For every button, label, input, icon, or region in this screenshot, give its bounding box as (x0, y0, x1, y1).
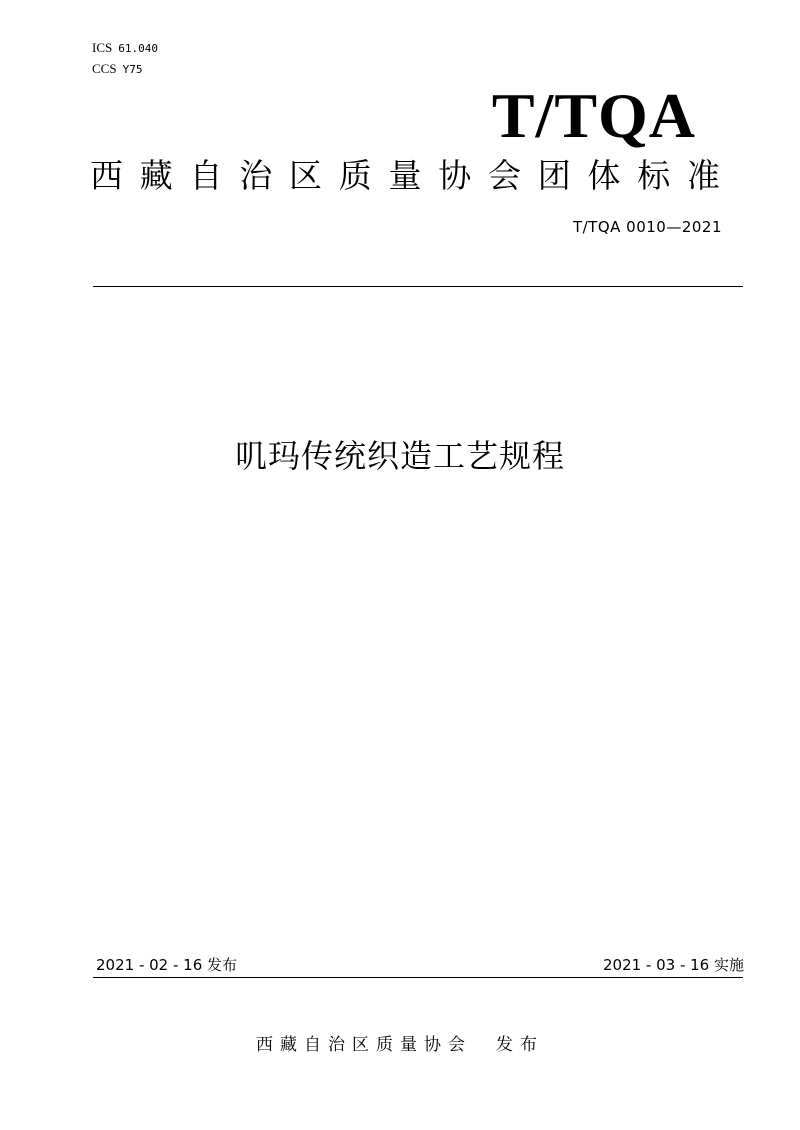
org-name-char: 标 (637, 156, 671, 195)
top-divider (93, 286, 743, 287)
publisher-name: 西藏自治区质量协会 (256, 1035, 472, 1055)
org-standard-name (90, 154, 720, 198)
classification-codes (92, 38, 158, 80)
org-name-char: 自 (189, 156, 223, 195)
org-name-char: 准 (687, 156, 720, 195)
bottom-divider (93, 977, 743, 978)
document-number: T/TQA 0010—2021 (572, 218, 722, 236)
standard-logo: T/TQA (491, 80, 696, 151)
ics-line (92, 38, 158, 59)
implement-date: 2021 - 03 - 16 实施 (602, 956, 744, 974)
publish-date: 2021 - 02 - 16 发布 (96, 956, 238, 974)
org-name-char: 会 (488, 156, 521, 195)
ccs-label: CCS (92, 61, 117, 76)
ics-label: ICS (92, 40, 113, 55)
publisher-line (0, 1030, 800, 1055)
org-name-char: 西 (90, 156, 123, 195)
document-title: 叽玛传统织造工艺规程 (234, 437, 565, 475)
org-name-char: 治 (239, 156, 273, 195)
ccs-value: Y75 (122, 63, 143, 76)
org-name-char: 团 (537, 156, 571, 195)
publish-word: 发布 (496, 1035, 544, 1055)
org-name-char: 量 (388, 156, 422, 195)
org-name-char: 体 (587, 156, 621, 195)
org-name-char: 藏 (139, 156, 173, 195)
org-name-char: 质 (338, 156, 372, 195)
ics-value: 61.040 (118, 42, 158, 55)
ccs-line (92, 59, 158, 80)
org-name-char: 区 (289, 156, 322, 195)
org-name-char: 协 (438, 156, 472, 195)
